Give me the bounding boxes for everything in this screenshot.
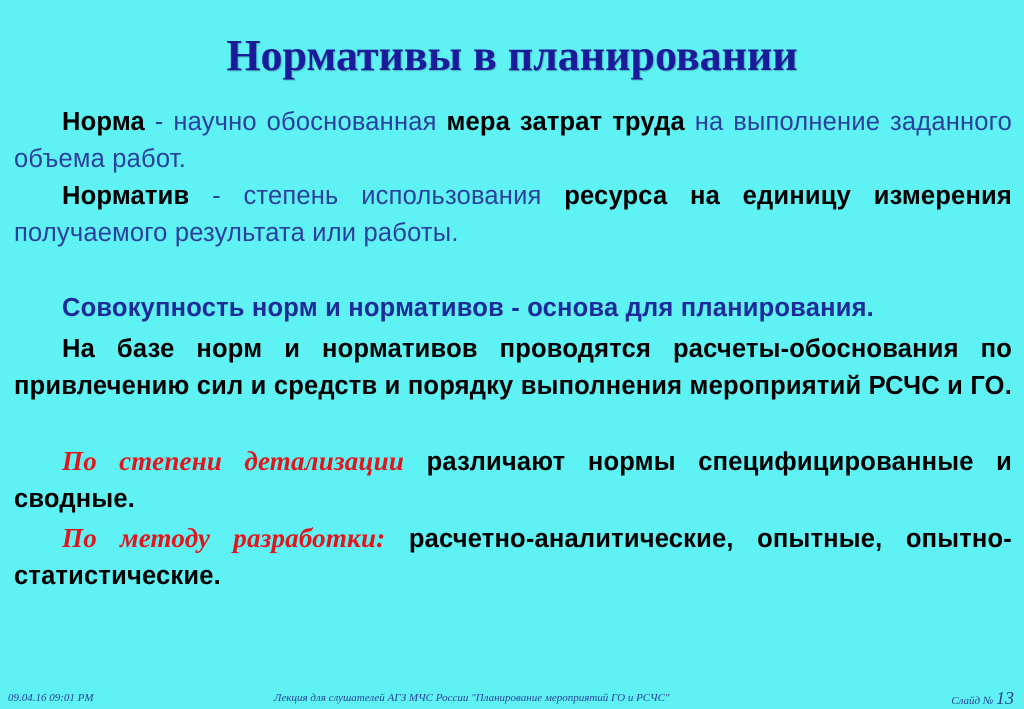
normative-definition: Норматив - степень использования ресурса на единицу измерения получаемого результата или работы. — [14, 182, 1012, 247]
planning-basis: Совокупность норм и нормативов - основа для планирования. — [62, 294, 874, 322]
calculations-paragraph: На базе норм и нормативов проводятся расчеты-обоснования по привлечению сил и средств и порядку выполнения мероприятий РСЧС и ГО. — [14, 335, 1012, 400]
development-method-label: По методу разработки: — [62, 523, 386, 553]
footer-datetime: 09.04.16 09:01 PM — [8, 692, 94, 704]
development-method-paragraph: По методу разработки: расчетно-аналитические, опытные, опытно-статистические. — [14, 523, 1013, 590]
normative-term: Норматив — [62, 182, 190, 210]
norm-definition: Норма - научно обоснованная мера затрат труда на выполнение заданного объема работ. — [14, 108, 1012, 173]
detail-level-label: По степени детализации — [62, 446, 405, 476]
slide-title: Нормативы в планировании — [226, 31, 798, 80]
slide-number: Слайд № 13 — [951, 688, 1014, 708]
detail-level-paragraph: По степени детализации различают нормы специфицированные и сводные. — [14, 446, 1013, 513]
footer-lecture: Лекция для слушателей АГЗ МЧС России "Планирование мероприятий ГО и РСЧС" — [274, 692, 670, 704]
norm-term: Норма — [62, 108, 145, 136]
